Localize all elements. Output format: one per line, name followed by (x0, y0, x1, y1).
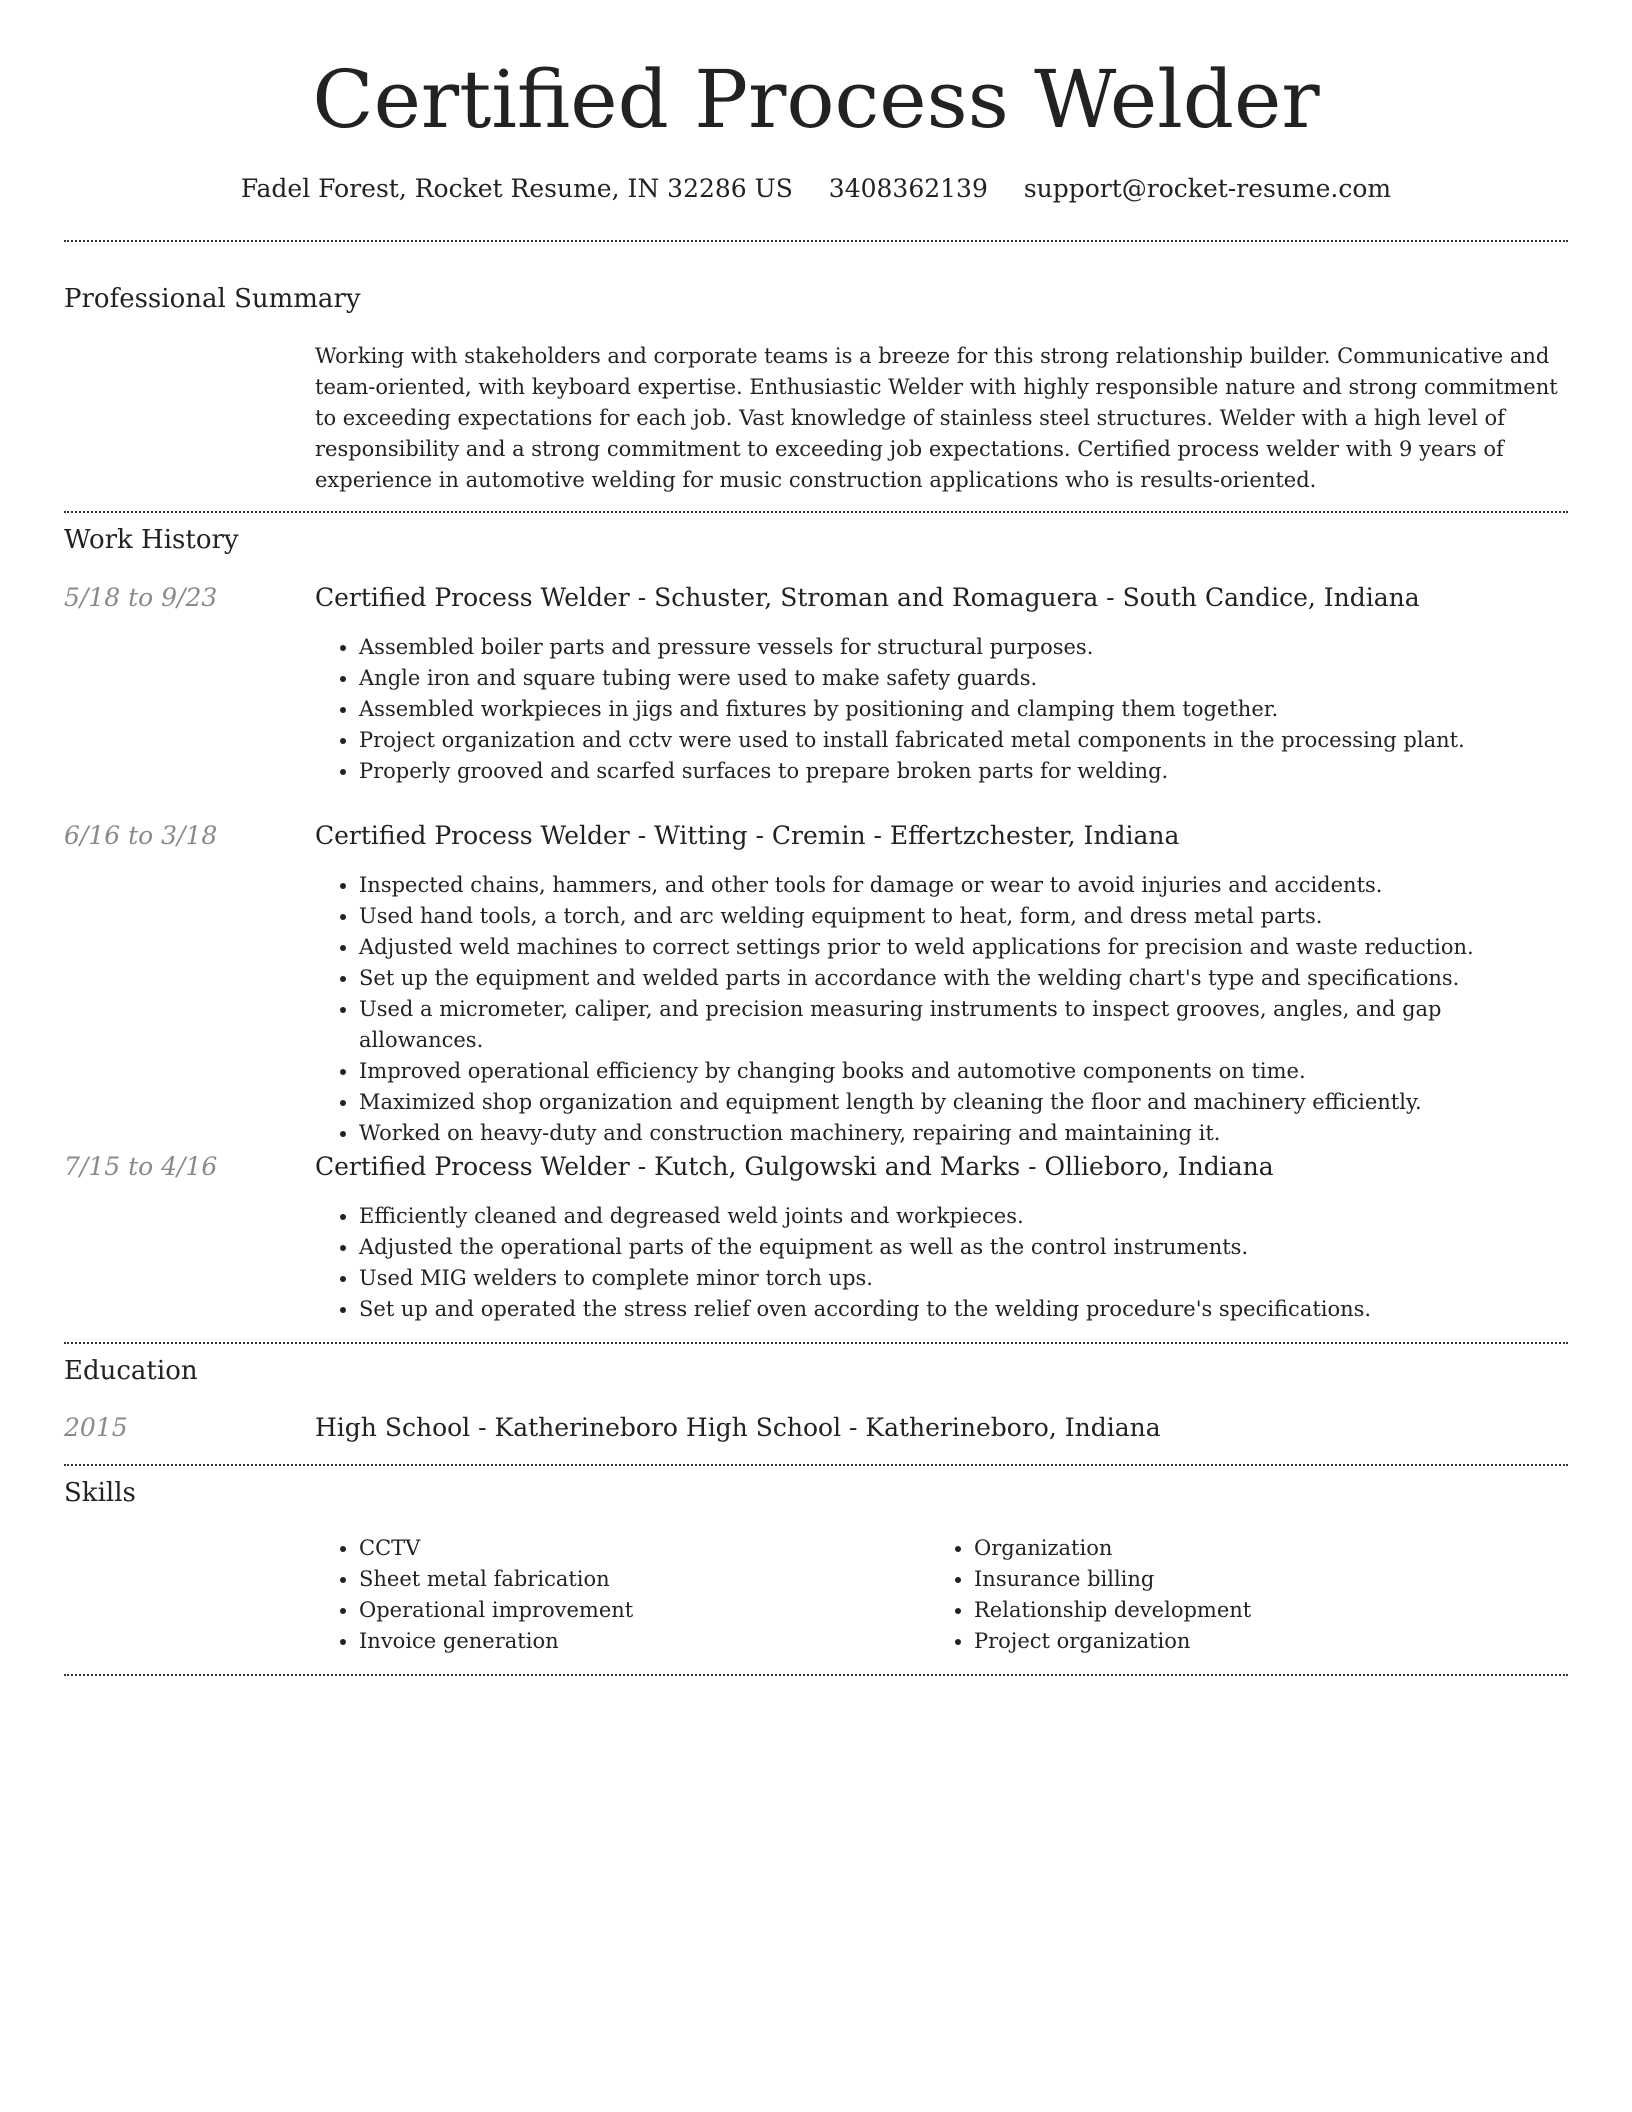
contact-address: Fadel Forest, Rocket Resume, IN 32286 US (240, 174, 793, 203)
list-item: • Efficiently cleaned and degreased weld joints and workpieces. (359, 1201, 1371, 1232)
summary-text: Working with stakeholders and corporate teams is a breeze for this strong relationship builder. Communicative and team-oriented, with keyboard expertise. Enthusiastic Welder with highly responsible nature and strong commitment to exceeding expectations for each job. Vast knowledge of stainless steel structures. Welder with a high level of responsibility and a strong commitment to exceeding job expectations. Certified process welder with 9 years of experience in automotive welding for music construction applications who is results-oriented. (315, 344, 1558, 492)
skills-list-left (315, 1533, 919, 1657)
job-dates: 5/18 to 9/23 (64, 583, 218, 612)
job-title: Certified Process Welder - Kutch, Gulgowski and Marks - Ollieboro, Indiana (315, 1152, 1274, 1181)
education-entry: High School - Katherineboro High School - Katherineboro, Indiana (315, 1413, 1161, 1442)
contact-email: support@rocket-resume.com (1023, 174, 1392, 203)
job-dates: 6/16 to 3/18 (64, 821, 218, 850)
list-item: • Assembled workpieces in jigs and fixtures by positioning and clamping them together. (359, 694, 1465, 725)
skill-item: • Invoice generation (359, 1626, 919, 1657)
skill-item: • Organization (974, 1533, 1574, 1564)
list-item: • Set up and operated the stress relief oven according to the welding procedure's specifications. (359, 1294, 1371, 1325)
job-bullets (315, 632, 1465, 787)
list-item: • Improved operational efficiency by changing books and automotive components on time. (359, 1056, 1568, 1087)
skill-item: • Insurance billing (974, 1564, 1574, 1595)
list-item: • Angle iron and square tubing were used to make safety guards. (359, 663, 1465, 694)
section-title-education: Education (64, 1356, 198, 1386)
divider (64, 1342, 1568, 1344)
job-bullets (315, 1201, 1371, 1325)
skill-item: • Project organization (974, 1626, 1574, 1657)
list-item: • Project organization and cctv were used to install fabricated metal components in the processing plant. (359, 725, 1465, 756)
list-item: • Maximized shop organization and equipment length by cleaning the floor and machinery efficiently. (359, 1087, 1568, 1118)
skill-item: • Operational improvement (359, 1595, 919, 1626)
list-item: • Used a micrometer, caliper, and precision measuring instruments to inspect grooves, angles, and gap allowances. (359, 994, 1568, 1056)
skill-item: • CCTV (359, 1533, 919, 1564)
skills-list-right (930, 1533, 1574, 1657)
education-year: 2015 (64, 1413, 128, 1442)
divider (64, 1674, 1568, 1676)
list-item: • Inspected chains, hammers, and other tools for damage or wear to avoid injuries and accidents. (359, 870, 1568, 901)
divider (64, 240, 1568, 242)
skill-item: • Relationship development (974, 1595, 1574, 1626)
divider (64, 511, 1568, 513)
section-title-summary: Professional Summary (64, 284, 361, 314)
list-item: • Worked on heavy-duty and construction machinery, repairing and maintaining it. (359, 1118, 1568, 1149)
list-item: • Used hand tools, a torch, and arc welding equipment to heat, form, and dress metal parts. (359, 901, 1568, 932)
resume-name: Certified Process Welder (312, 53, 1320, 146)
contact-phone: 3408362139 (828, 174, 988, 203)
skill-item: • Sheet metal fabrication (359, 1564, 919, 1595)
divider (64, 1464, 1568, 1466)
list-item: • Properly grooved and scarfed surfaces to prepare broken parts for welding. (359, 756, 1465, 787)
list-item: • Adjusted weld machines to correct settings prior to weld applications for precision and waste reduction. (359, 932, 1568, 963)
list-item: • Set up the equipment and welded parts in accordance with the welding chart's type and specifications. (359, 963, 1568, 994)
section-title-skills: Skills (64, 1478, 136, 1508)
job-title: Certified Process Welder - Witting - Cremin - Effertzchester, Indiana (315, 821, 1180, 850)
list-item: • Adjusted the operational parts of the equipment as well as the control instruments. (359, 1232, 1371, 1263)
job-dates: 7/15 to 4/16 (64, 1152, 218, 1181)
job-bullets (315, 870, 1568, 1149)
section-title-work-history: Work History (64, 525, 239, 555)
list-item: • Assembled boiler parts and pressure vessels for structural purposes. (359, 632, 1465, 663)
list-item: • Used MIG welders to complete minor torch ups. (359, 1263, 1371, 1294)
job-title: Certified Process Welder - Schuster, Stroman and Romaguera - South Candice, Indiana (315, 583, 1420, 612)
contact-line (64, 172, 1568, 206)
